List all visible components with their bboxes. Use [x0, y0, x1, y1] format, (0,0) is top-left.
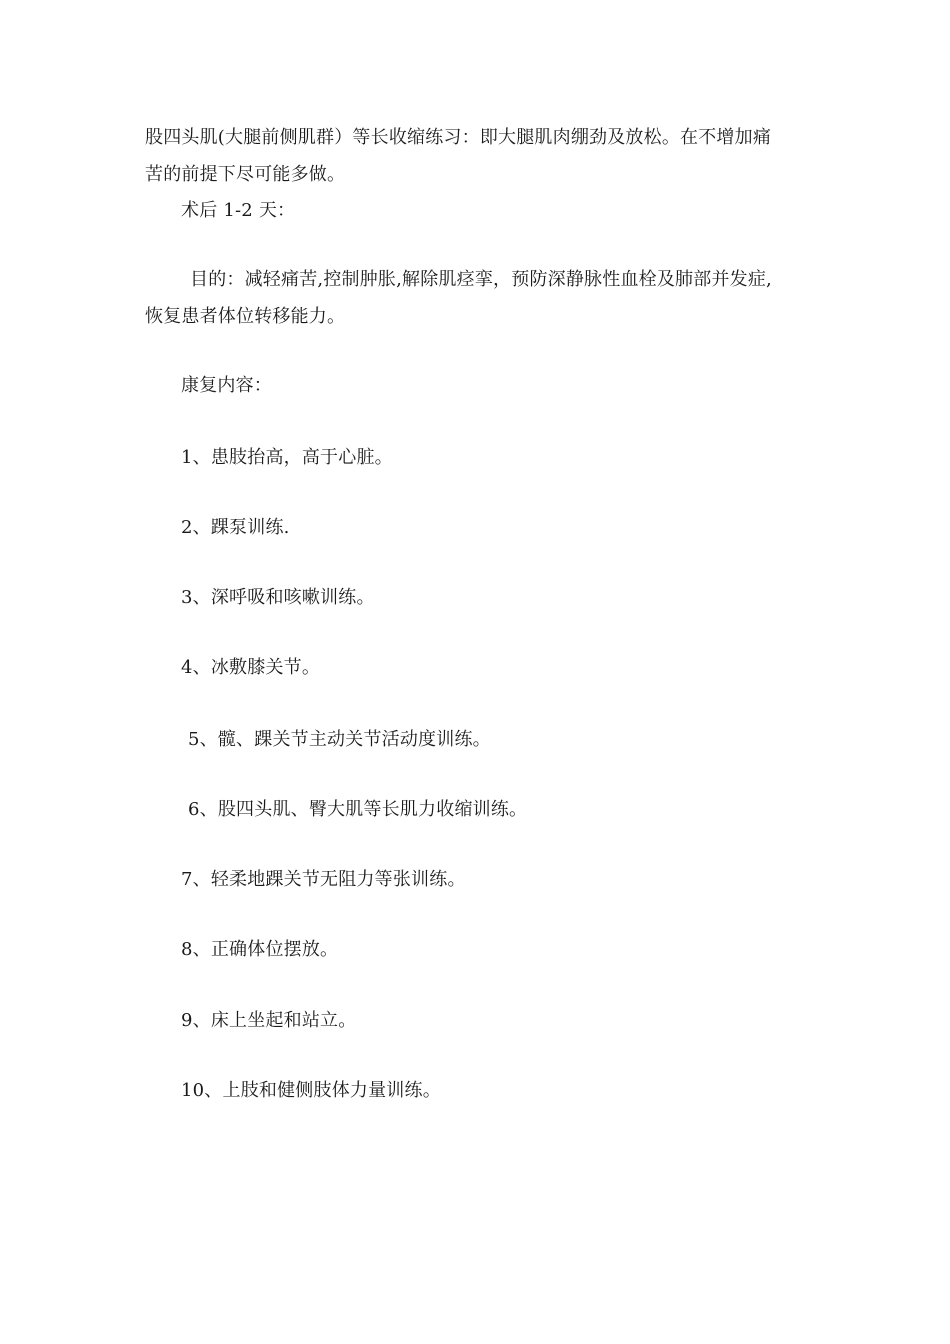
- list-item: 1、患肢抬高，高于心脏。: [181, 447, 393, 468]
- list-item: 5、髋、踝关节主动关节活动度训练。: [188, 729, 491, 750]
- list-item: 6、股四头肌、臀大肌等长肌力收缩训练。: [188, 799, 528, 820]
- goal-line-2: 恢复患者体位转移能力。: [145, 306, 346, 327]
- list-item: 3、深呼吸和咳嗽训练。: [181, 587, 375, 608]
- list-item: 10、上肢和健侧肢体力量训练。: [181, 1080, 441, 1101]
- phase-heading: 术后 1-2 天：: [181, 200, 296, 221]
- list-item: 2、踝泵训练.: [181, 517, 290, 538]
- list-item: 8、正确体位摆放。: [181, 939, 339, 960]
- list-item: 4、冰敷膝关节。: [181, 657, 321, 678]
- intro-line-2: 苦的前提下尽可能多做。: [145, 164, 346, 185]
- goal-line-1: 目的：减轻痛苦,控制肿胀,解除肌痉挛，预防深静脉性血栓及肺部并发症,: [190, 269, 772, 290]
- list-item: 9、床上坐起和站立。: [181, 1010, 357, 1031]
- content-heading: 康复内容：: [181, 375, 272, 396]
- intro-line-1: 股四头肌(大腿前侧肌群）等长收缩练习：即大腿肌肉绷劲及放松。在不增加痛: [145, 127, 772, 148]
- list-item: 7、轻柔地踝关节无阻力等张训练。: [181, 869, 466, 890]
